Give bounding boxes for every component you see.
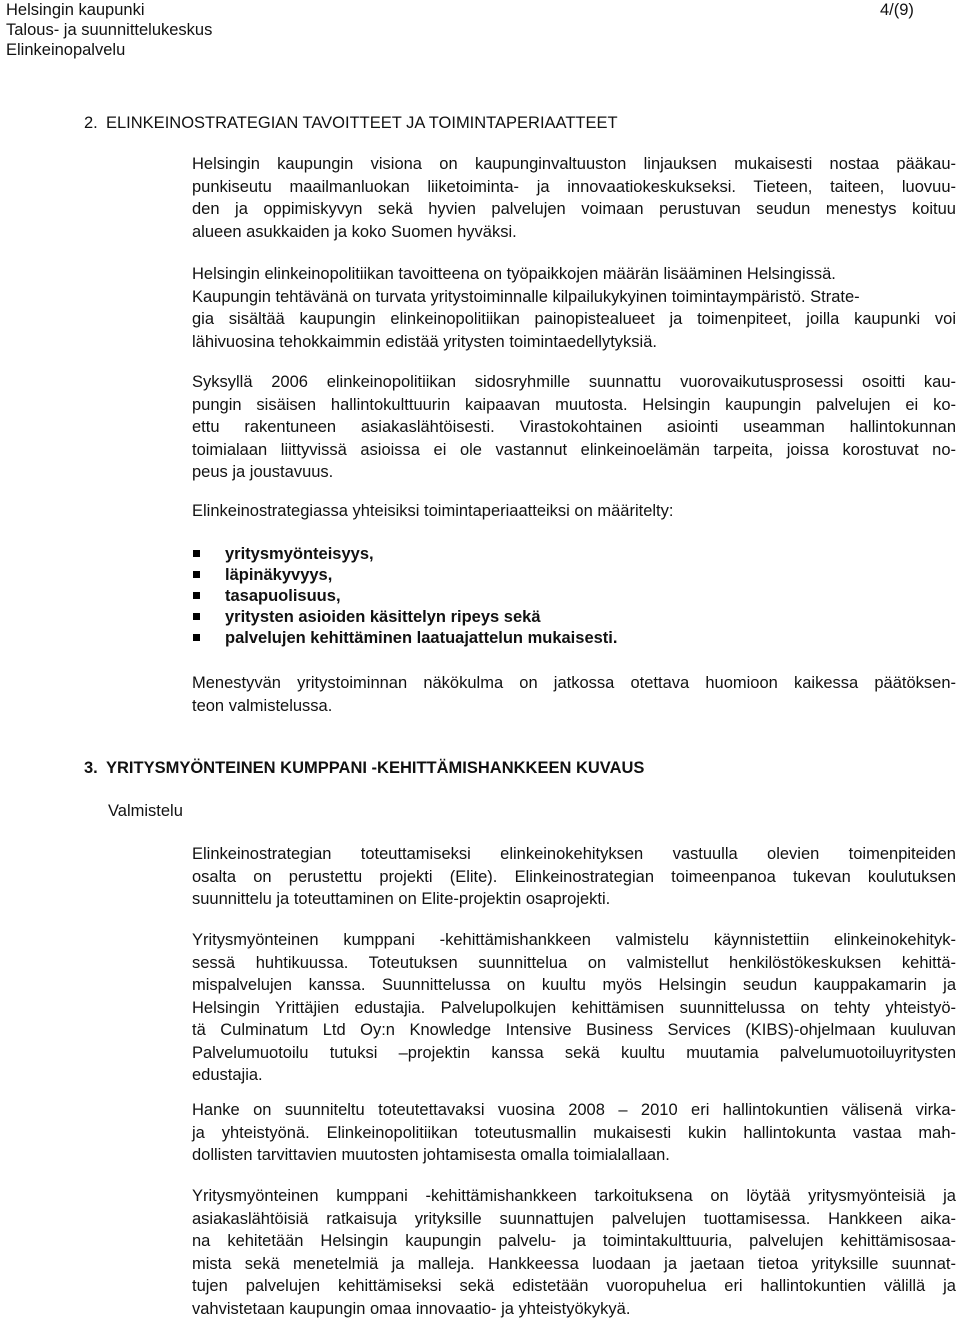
text-line: Kaupungin tehtävänä on turvata yritystoiminnalle kilpailukykyinen toimintaympäristö. Strate-	[192, 286, 956, 309]
list-item-text: läpinäkyvyys,	[225, 566, 332, 584]
square-bullet-icon	[193, 571, 200, 578]
paragraph-elite	[192, 843, 956, 911]
text-line: ja yhteistyönä. Elinkeinopolitiikan toteutusmallin mukaisesti kukin hallintokunta vastaa mah-	[192, 1122, 956, 1145]
text-line: Hanke on suunniteltu toteutettavaksi vuosina 2008 – 2010 eri hallintokuntien välisenä virka-	[192, 1099, 956, 1122]
section-3-heading	[84, 758, 644, 778]
text-line: alueen asukkaiden ja koko Suomen hyväksi.	[192, 221, 956, 244]
square-bullet-icon	[193, 634, 200, 641]
list-item-text: palvelujen kehittäminen laatuajattelun mukaisesti.	[225, 629, 617, 647]
header-unit: Elinkeinopalvelu	[6, 40, 212, 60]
text-line: edustajia.	[192, 1064, 956, 1087]
text-line: Menestyvän yritystoiminnan näkökulma on jatkossa otettava huomioon kaikessa päätöksen-	[192, 672, 956, 695]
text-line: peus ja joustavuus.	[192, 461, 956, 484]
subheading-valmistelu: Valmistelu	[108, 800, 183, 822]
paragraph-principles-intro	[192, 500, 956, 523]
text-line: mispalvelujen kanssa. Suunnittelussa on kuultu myös Helsingin seudun kauppakamarin ja	[192, 974, 956, 997]
paragraph-preparation	[192, 929, 956, 1087]
text-line: dollisten tarvittavien muutosten johtamisesta omalla toimialallaan.	[192, 1144, 956, 1167]
text-line: toimialaan liittyvissä asioissa ei ole vastannut elinkeinoelämän tarpeita, joissa korostuvat no-	[192, 439, 956, 462]
page-number: 4/(9)	[880, 0, 914, 20]
text-line: ettu rakentuneen asiakaslähtöisesti. Virastokohtainen asiointi useamman hallintokunnan	[192, 416, 956, 439]
square-bullet-icon	[193, 613, 200, 620]
text-line: na kehitetään Helsingin kaupungin palvelu- ja toimintakulttuuria, palvelujen kehittämisosaa-	[192, 1230, 956, 1253]
list-item-text: yritysten asioiden käsittelyn ripeys sekä	[225, 608, 541, 626]
text-line: punkiseutu maailmanluokan liiketoiminta- ja innovaatiokeskukseksi. Tieteen, taiteen, luovuu-	[192, 176, 956, 199]
section-3-number: 3.	[84, 758, 106, 778]
text-line: osalta on perustettu projekti (Elite). Elinkeinostrategian toimeenpanoa tukevan koulutuksen	[192, 866, 956, 889]
paragraph-closing	[192, 672, 956, 717]
list-item	[192, 544, 892, 565]
list-item	[192, 628, 892, 649]
paragraph-policy-goal	[192, 263, 956, 353]
paragraph-vision	[192, 153, 956, 243]
section-2-heading	[84, 113, 618, 133]
section-2-title: ELINKEINOSTRATEGIAN TAVOITTEET JA TOIMINTAPERIAATTEET	[106, 114, 618, 132]
list-item-text: yritysmyönteisyys,	[225, 545, 374, 563]
paragraph-purpose	[192, 1185, 956, 1320]
text-line: lähivuosina tehokkaimmin edistää yritysten toimintaedellytyksiä.	[192, 331, 956, 354]
text-line: suunnittelu ja toteuttaminen on Elite-projektin osaprojekti.	[192, 888, 956, 911]
text-line: sessä huhtikuussa. Toteutuksen suunnittelua on valmistellut henkilöstökeskuksen kehittä-	[192, 952, 956, 975]
text-line: Syksyllä 2006 elinkeinopolitiikan sidosryhmille suunnattu vuorovaikutusprosessi osoitti kau-	[192, 371, 956, 394]
text-line: Elinkeinostrategian toteuttamiseksi elinkeinokehityksen vastuulla olevien toimenpiteiden	[192, 843, 956, 866]
list-item	[192, 586, 892, 607]
text-line: mista sekä menetelmiä ja malleja. Hankkeessa luodaan ja jaetaan tietoa yrityksille suunnat-	[192, 1253, 956, 1276]
text-line: Helsingin Yrittäjien edustajia. Palvelupolkujen kehittämisen suunnittelussa on tehty yhteistyö-	[192, 997, 956, 1020]
section-3-title: YRITYSMYÖNTEINEN KUMPPANI -KEHITTÄMISHANKKEEN KUVAUS	[106, 759, 644, 777]
text-line: Helsingin elinkeinopolitiikan tavoitteena on työpaikkojen määrän lisääminen Helsingissä.	[192, 263, 956, 286]
paragraph-schedule	[192, 1099, 956, 1167]
square-bullet-icon	[193, 550, 200, 557]
principles-list	[192, 544, 892, 649]
text-line: Yritysmyönteinen kumppani -kehittämishankkeen valmistelu käynnistettiin elinkeinokehityk-	[192, 929, 956, 952]
list-item	[192, 607, 892, 628]
text-line: Helsingin kaupungin visiona on kaupunginvaltuuston linjauksen mukaisesti nostaa pääkau-	[192, 153, 956, 176]
text-line: tä Culminatum Ltd Oy:n Knowledge Intensive Business Services (KIBS)-ohjelmaan kuuluvan	[192, 1019, 956, 1042]
section-2-number: 2.	[84, 113, 106, 133]
text-line: asiakaslähtöisiä ratkaisuja yrityksille suunnattujen palvelujen tuottamisessa. Hankkeen aika-	[192, 1208, 956, 1231]
text-line: den ja oppimiskyvyn sekä hyvien palvelujen voimaan perustuvan seudun menestys koituu	[192, 198, 956, 221]
document-header	[6, 0, 212, 60]
header-organization: Helsingin kaupunki	[6, 0, 212, 20]
text-line: vahvistetaan kaupungin omaa innovaatio- ja yhteistyökykyä.	[192, 1298, 956, 1320]
text-line: tujen palvelujen kehittämiseksi sekä edistetään vuoropuhelua eri hallintokuntien välillä ja	[192, 1275, 956, 1298]
square-bullet-icon	[193, 592, 200, 599]
text-line: Elinkeinostrategiassa yhteisiksi toimintaperiaatteiksi on määritelty:	[192, 500, 956, 523]
text-line: pungin sisäisen hallintokulttuurin kaipaavan muutosta. Helsingin kaupungin palvelujen ei ko-	[192, 394, 956, 417]
text-line: teon valmistelussa.	[192, 695, 956, 718]
list-item	[192, 565, 892, 586]
list-item-text: tasapuolisuus,	[225, 587, 341, 605]
paragraph-autumn-2006	[192, 371, 956, 484]
text-line: Palvelumuotoilu tutuksi –projektin kanssa sekä kuultu muutamia palvelumuotoiluyritysten	[192, 1042, 956, 1065]
header-department: Talous- ja suunnittelukeskus	[6, 20, 212, 40]
text-line: gia sisältää kaupungin elinkeinopolitiikan painopistealueet ja toimenpiteet, joilla kaupunki voi	[192, 308, 956, 331]
text-line: Yritysmyönteinen kumppani -kehittämishankkeen tarkoituksena on löytää yritysmyönteisiä ja	[192, 1185, 956, 1208]
